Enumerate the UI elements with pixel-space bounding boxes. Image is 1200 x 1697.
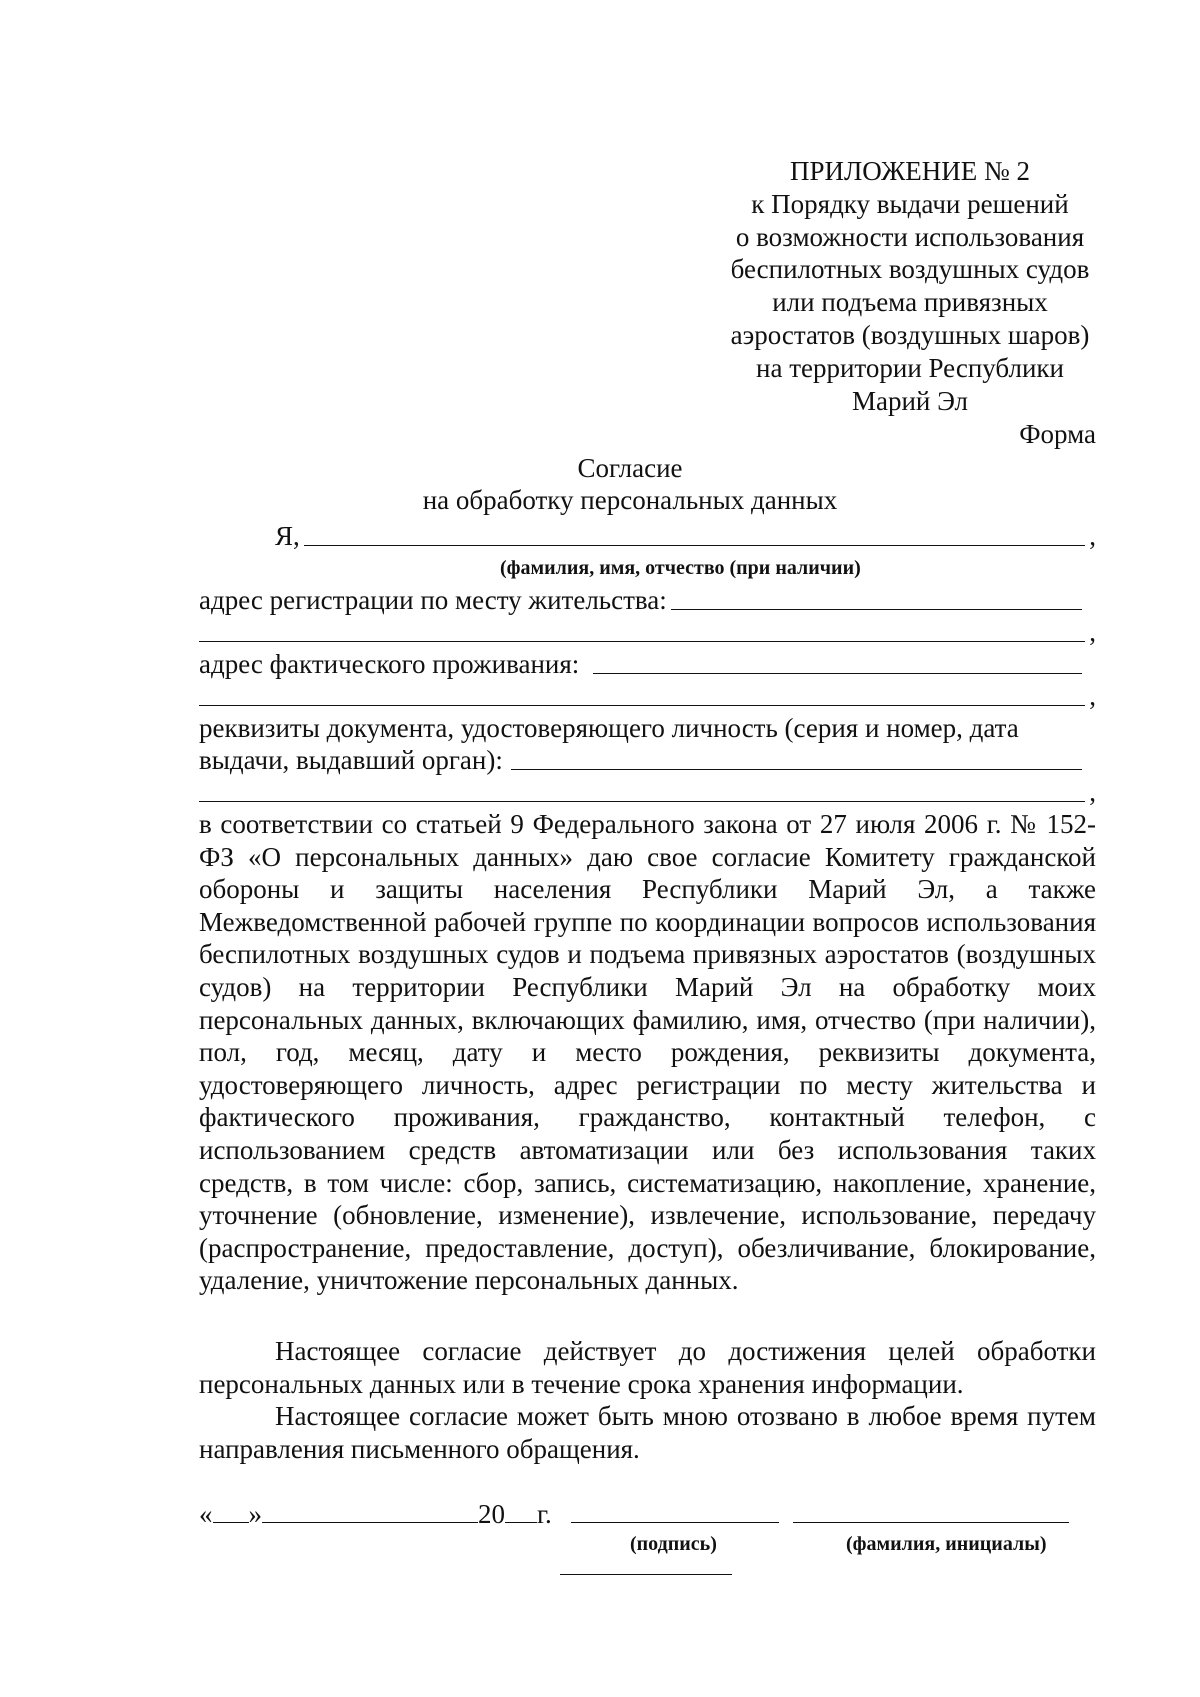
id-doc-row-2 xyxy=(199,744,1096,776)
actual-address-label: адрес фактического проживания: xyxy=(199,649,580,679)
id-doc-label: реквизиты документа, удостоверяющего личность (серия и номер, дата xyxy=(199,713,1019,743)
end-divider xyxy=(560,1574,732,1575)
name-field-row xyxy=(199,520,1096,552)
consent-main-paragraph: в соответствии со статьей 9 Федерального закона от 27 июля 2006 г. № 152-ФЗ «О персональных данных» даю свое согласие Комитету гражданской обороны и защиты населения Республики Марий Эл, а также Межведомственной рабочей группе по координации вопросов использования беспилотных воздушных судов и подъема привязных аэростатов (воздушных судов) на территории Республики Марий Эл на обработку моих персональных данных, включающих фамилию, имя, отчество (при наличии), пол, год, месяц, дату и место рождения, реквизиты документа, удостоверяющего личность, адрес регистрации по месту жительства и фактического проживания, гражданство, контактный телефон, с использованием средств автоматизации или без использования таких средств, в том числе: сбор, запись, систематизацию, накопление, хранение, уточнение (обновление, изменение), извлечение, использование, передачу (распространение, предоставление, доступ), обезличивание, блокирование, удаление, уничтожение персональных данных. xyxy=(199,809,1096,1296)
consent-revoke-paragraph: Настоящее согласие может быть мною отозвано в любое время путем направления письменного обращения. xyxy=(199,1401,1096,1464)
title-line-1: Согласие xyxy=(577,453,683,483)
id-doc-row-1 xyxy=(199,712,1096,744)
reg-address-label: адрес регистрации по месту жительства: xyxy=(199,585,667,615)
reg-address-input-line-2[interactable] xyxy=(199,617,1085,642)
document-title xyxy=(400,452,860,516)
day-input-line[interactable] xyxy=(213,1498,249,1523)
signature-row xyxy=(199,1498,1069,1530)
actual-address-input-line-2[interactable] xyxy=(199,681,1085,706)
appendix-line: к Порядку выдачи решений xyxy=(751,188,1069,219)
comma: , xyxy=(1089,681,1096,711)
quote-open: « xyxy=(199,1499,213,1529)
i-label: Я, xyxy=(275,521,300,551)
year-input-line[interactable] xyxy=(505,1498,537,1523)
id-doc-input-line-2[interactable] xyxy=(199,777,1085,802)
actual-address-row-2 xyxy=(199,680,1096,712)
name-input-line[interactable] xyxy=(304,521,1085,546)
id-doc-label-2: выдачи, выдавший орган): xyxy=(199,745,503,775)
comma: , xyxy=(1089,521,1096,551)
signer-name-input-line[interactable] xyxy=(793,1498,1069,1523)
appendix-line: Марий Эл xyxy=(851,385,969,416)
reg-address-row xyxy=(199,584,1096,616)
reg-address-row-2 xyxy=(199,616,1096,648)
appendix-title: ПРИЛОЖЕНИЕ № 2 xyxy=(789,156,1031,186)
year-prefix: 20 xyxy=(478,1499,505,1529)
appendix-line: аэростатов (воздушных шаров) xyxy=(730,319,1090,350)
year-suffix: г. xyxy=(537,1499,552,1529)
signature-hint: (подпись) xyxy=(630,1533,717,1555)
reg-address-input-line[interactable] xyxy=(671,585,1082,610)
appendix-line: беспилотных воздушных судов xyxy=(730,254,1090,285)
title-line-2: на обработку персональных данных xyxy=(422,485,838,515)
id-doc-input-line[interactable] xyxy=(511,745,1082,770)
appendix-line: или подъема привязных xyxy=(772,287,1048,318)
comma: , xyxy=(1089,617,1096,647)
form-label: Форма xyxy=(1019,419,1096,449)
month-input-line[interactable] xyxy=(262,1498,478,1523)
quote-close: » xyxy=(248,1499,262,1529)
id-doc-row-3 xyxy=(199,776,1096,808)
consent-validity-paragraph: Настоящее согласие действует до достижения целей обработки персональных данных или в течение срока хранения информации. xyxy=(199,1336,1096,1399)
signature-input-line[interactable] xyxy=(571,1498,779,1523)
appendix-header xyxy=(690,155,1130,417)
comma: , xyxy=(1089,777,1096,807)
name-hint: (фамилия, имя, отчество (при наличии) xyxy=(500,557,861,579)
appendix-line: на территории Республики xyxy=(756,352,1064,383)
signer-name-hint: (фамилия, инициалы) xyxy=(846,1533,1047,1555)
actual-address-row xyxy=(199,648,1096,680)
appendix-line: о возможности использования xyxy=(735,221,1085,252)
actual-address-input-line[interactable] xyxy=(593,649,1082,674)
